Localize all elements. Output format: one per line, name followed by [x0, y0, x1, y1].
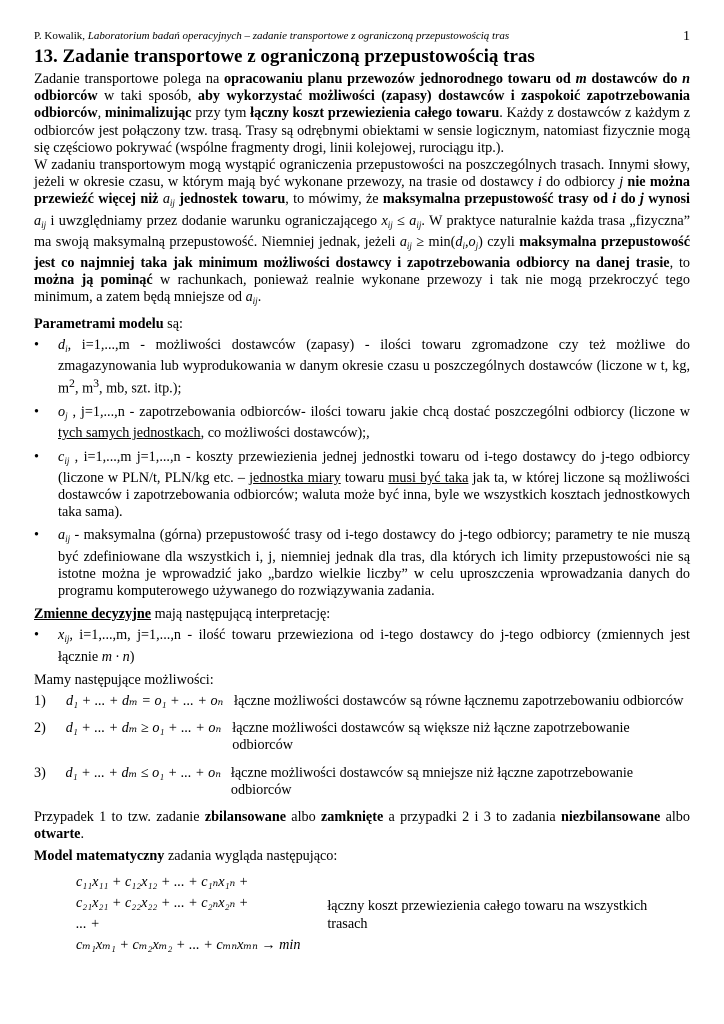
bullet-icon: •	[34, 527, 39, 544]
var-range: , i=1,...,m, j=1,...,n	[69, 627, 181, 644]
para-bold: jednostek towaru	[174, 191, 286, 208]
decision-list	[34, 627, 690, 665]
para-bold: maksymalna przepustowość jest co najmniej taka jak minimum możliwości dostawcy i zapotrzebowania odbiorcy na danej trasie	[34, 233, 690, 272]
decision-heading	[34, 606, 690, 623]
param-text: towaru	[340, 469, 389, 486]
para-text: , to	[669, 255, 690, 272]
list-item	[34, 627, 690, 665]
intro-bold: minimalizując	[104, 105, 192, 122]
bullet-icon: •	[34, 627, 39, 644]
param-symbol: d	[58, 336, 66, 353]
balance-paragraph	[34, 809, 690, 843]
paren: )	[478, 233, 483, 250]
objective-lines	[34, 872, 327, 956]
intro-bold: aby wykorzystać możliwości (zapasy) dostawców i zaspokoić zapotrzebowania odbiorców	[34, 88, 690, 122]
para-text: i uwzględniamy przez dodanie warunku ograniczającego	[46, 212, 382, 229]
intro-text: przy tym	[191, 105, 251, 122]
intro-bold: opracowaniu planu przewozów jednorodnego towaru od	[224, 71, 576, 87]
intro-paragraph	[34, 71, 690, 157]
decision-heading-bold: Zmienne decyzyjne	[34, 606, 152, 623]
param-text: , mb, szt. itp.);	[99, 380, 182, 397]
case-number: 1)	[34, 693, 46, 710]
geq-min: ≥ min(	[411, 233, 456, 250]
param-sub: i	[65, 343, 68, 354]
list-item	[34, 337, 690, 398]
param-sub: ij	[64, 455, 70, 466]
para-bold: można ją pominąć	[34, 272, 153, 289]
params-list	[34, 337, 690, 600]
param-sub: ij	[65, 534, 71, 545]
underlined-text: jednostka miary	[249, 469, 341, 486]
balance-bold: zbilansowane	[204, 809, 287, 826]
param-range: , i=1,...,m j=1,...,n	[69, 448, 181, 465]
intro-text: Zadanie transportowe polega na	[34, 71, 225, 87]
var-a: a	[399, 233, 407, 250]
balance-bold: niezbilansowane	[560, 809, 661, 826]
list-item	[34, 527, 690, 600]
sub-ij: ij	[41, 219, 47, 230]
param-text: , m	[74, 380, 94, 397]
bullet-icon: •	[34, 404, 39, 421]
param-range: , j=1,...,n	[67, 404, 125, 421]
model-heading	[34, 848, 690, 865]
sub-ij: ij	[406, 240, 412, 251]
objective-line: cₘ₁xₘ₁ + cₘ₂xₘ₂ + ... + cₘₙxₘₙ → min	[76, 936, 301, 953]
case-description: łączne możliwości dostawców są mniejsze niż łączne zapotrzebowanie odbiorców	[230, 764, 634, 798]
var-text: )	[129, 648, 135, 665]
param-text: - zapotrzebowania odbiorców- ilości towaru jakie chcą dostać poszczególni odbiorcy (liczone w	[124, 404, 690, 421]
params-heading-bold: Parametrami modelu	[34, 315, 164, 332]
intro-bold: łączny koszt przewiezienia całego towaru	[250, 105, 500, 122]
capacity-paragraph	[34, 157, 690, 311]
intro-text: w taki sposób,	[97, 88, 198, 105]
param-text: - koszty przewiezienia jednej jednostki towaru od i-tego dostawcy do j-tego odbiorcy (liczone w PLN/t, PLN/kg etc. –	[58, 448, 690, 486]
case-description: łączne możliwości dostawców są równe łącznemu zapotrzebowaniu odbiorców	[234, 693, 684, 710]
balance-text: albo	[286, 809, 321, 826]
case-equation: d₁ + ... + dₘ ≤ o₁ + ... + oₙ	[65, 764, 222, 781]
param-text: - możliwości dostawców (zapasy) - ilości towaru zgromadzone czy też możliwe do zmagazynowania lub wyprodukowania w danym okresie czasu u poszczególnych dostawców (liczone w t, kg, m	[58, 336, 690, 397]
intro-text: ,	[97, 105, 105, 122]
var-j: j	[639, 191, 644, 208]
bullet-icon: •	[34, 336, 39, 353]
var-o: o	[468, 233, 476, 250]
var-text: - ilość towaru przewieziona od i-tego dostawcy do j-tego odbiorcy (zmiennych jest łącznie	[58, 627, 690, 665]
objective-line: ... +	[76, 915, 100, 932]
intro-text: . Każdy z dostawców z każdym z odbiorców jest połączony tzw. trasą. Trasy są odrębnymi obiektami w sensie logicznym, natomiast fizycznie mogą się częściowo pokrywać (wspólne fragmenty drogi, linii kolejowej, rurociągu itp.).	[34, 105, 691, 156]
intro-bold: dostawców do	[586, 71, 683, 87]
para-text: .	[257, 289, 262, 306]
model-heading-bold: Model matematyczny	[34, 848, 165, 865]
list-item	[34, 449, 690, 522]
underlined-text: musi być taka	[388, 469, 469, 486]
leq-sign: ≤	[392, 212, 410, 229]
param-symbol: o	[58, 404, 66, 421]
objective-line: c₂₁x₂₁ + c₂₂x₂₂ + ... + c₂ₙx₂ₙ +	[76, 894, 249, 911]
case-number: 3)	[34, 764, 46, 781]
var-a: a	[245, 289, 253, 306]
para-text: czyli	[482, 233, 520, 250]
params-heading	[34, 316, 690, 333]
cases-intro: Mamy następujące możliwości:	[34, 671, 214, 688]
comma: ,	[464, 233, 469, 250]
para-bold: do	[616, 191, 640, 208]
param-symbol: c	[58, 448, 65, 465]
intro-bold: odbiorców	[34, 88, 98, 105]
case-description: łączne możliwości dostawców są większe niż łączne zapotrzebowanie odbiorców	[232, 720, 630, 754]
balance-bold: otwarte	[34, 826, 81, 843]
bullet-icon: •	[34, 448, 39, 465]
cases-list	[34, 693, 690, 799]
balance-text: a przypadki 2 i 3 to zadania	[383, 809, 561, 826]
var-d: d	[455, 233, 463, 250]
case-row	[34, 720, 690, 754]
var-i: i	[612, 191, 617, 208]
para-text: do odbiorcy	[541, 174, 620, 191]
param-range: , i=1,...,m	[67, 336, 130, 353]
param-text: - maksymalna (górna) przepustowość trasy od i-tego dostawcy do j-tego odbiorcy; parametry te nie muszą być zdefiniowane dla wszystkich i, j, niemniej jednak dla tras, dla których ich limity przepustowości nie są istotne można je wprowadzić jako „bardzo wielkie liczby” w celu uproszczenia wprowadzania danych do programu komputerowego używanego do rozwiązywania zadania.	[58, 527, 691, 600]
case-equation: d₁ + ... + dₘ ≥ o₁ + ... + oₙ	[65, 720, 222, 737]
balance-bold: zamknięte	[321, 809, 384, 826]
para-bold: wynosi	[643, 191, 691, 208]
sub-ij: ij	[252, 296, 258, 307]
var-a: a	[409, 212, 417, 229]
case-equation: d₁ + ... + dₘ = o₁ + ... + oₙ	[66, 693, 224, 710]
para-bold: nie można przewieźć więcej niż	[34, 174, 691, 208]
header-author: P. Kowalik,	[34, 30, 86, 42]
param-text: , co możliwości dostawców);,	[200, 425, 370, 442]
balance-text: Przypadek 1 to tzw. zadanie	[34, 809, 205, 826]
objective-description: łączny koszt przewiezienia całego towaru na wszystkich trasach	[327, 898, 648, 932]
case-row	[34, 693, 690, 710]
var-count: m · n	[101, 648, 130, 665]
objective-line: c₁₁x₁₁ + c₁₂x₁₂ + ... + c₁ₙx₁ₙ +	[76, 873, 249, 890]
var-a: a	[34, 212, 42, 229]
sub-j: j	[475, 240, 479, 251]
balance-text: .	[80, 826, 85, 843]
case-number: 2)	[34, 720, 46, 737]
var-sub: ij	[64, 634, 70, 645]
balance-text: albo	[660, 809, 690, 826]
decision-heading-suffix: mają następującą interpretację:	[151, 606, 331, 623]
var-x: x	[381, 212, 388, 229]
para-text: w rachunkach, ponieważ realnie wykonane przewozy i tak nie mogą przekroczyć tego minimum, a zatem będą mniejsze od	[34, 272, 690, 306]
model-heading-suffix: zadania wygląda następująco:	[164, 848, 338, 865]
para-text: . W praktyce naturalnie każda trasa „fizyczna” ma swoją maksymalną przepustowość. Niemniej jednak, jeżeli	[34, 212, 691, 250]
var-a: a	[162, 191, 170, 208]
para-bold: maksymalna przepustowość trasy od	[382, 191, 613, 208]
para-text: , to mówimy, że	[285, 191, 383, 208]
list-item	[34, 404, 690, 442]
para-text: W zadaniu transportowym mogą wystąpić ograniczenia przepustowości na poszczególnych trasach. Innymi słowy, jeżeli w okresie czasu, w którym mają być wykonane przewozy, na trasie od dostawcy	[34, 157, 690, 191]
sub-i: i	[462, 240, 465, 251]
sub-ij: ij	[416, 219, 422, 230]
case-row	[34, 765, 690, 799]
underlined-text: tych samych jednostkach	[58, 425, 201, 442]
var-j: j	[619, 174, 624, 191]
var-symbol: x	[58, 627, 65, 644]
var-i: i	[537, 174, 542, 191]
sup-3: 3	[93, 376, 100, 391]
section-title: 13. Zadanie transportowe z ograniczoną przepustowością tras	[34, 46, 535, 67]
param-symbol: a	[58, 527, 66, 544]
intro-var-m: m	[575, 71, 587, 87]
page-number: 1	[683, 29, 690, 44]
sub-ij: ij	[169, 198, 175, 209]
params-heading-suffix: są:	[163, 315, 183, 332]
param-text: jak ta, w której liczone są możliwości dostawców i zapotrzebowania odbiorców; waluta może być inna, byle we wszystkich kosztach jednostkowych taka sama).	[58, 469, 690, 521]
objective-function	[34, 872, 690, 956]
sup-2: 2	[69, 376, 75, 391]
header-title: Laboratorium badań operacyjnych – zadanie transportowe z ograniczoną przepustowością tras	[87, 30, 510, 42]
running-header	[34, 30, 690, 44]
param-sub: j	[65, 411, 68, 422]
document-page	[34, 30, 690, 956]
sub-ij: ij	[387, 219, 393, 230]
intro-var-n: n	[682, 71, 690, 87]
